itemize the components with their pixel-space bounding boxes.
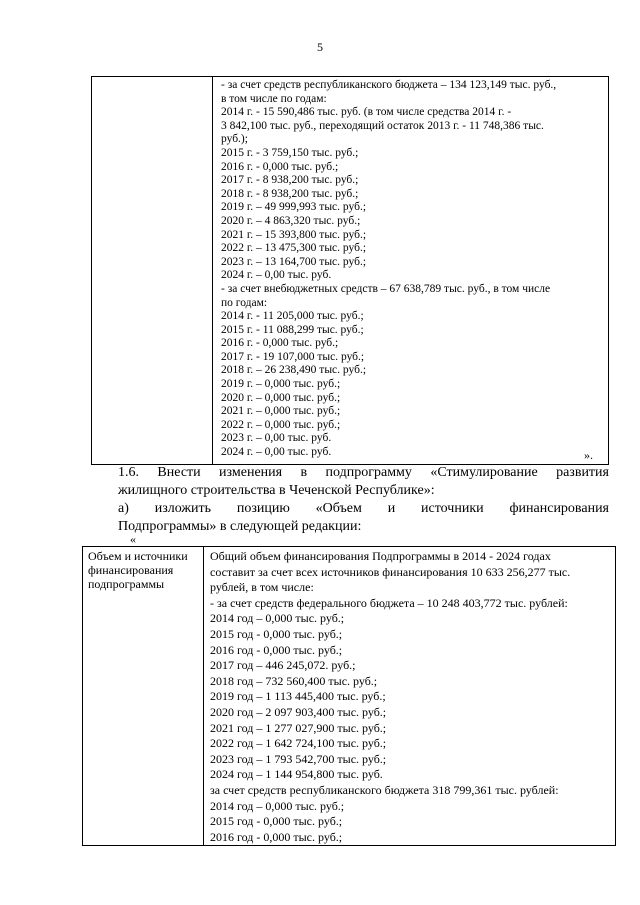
table2-line: - за счет средств федерального бюджета – 10 248 403,772 тыс. рублей:	[210, 595, 568, 610]
table2-line: 2022 год – 1 642 724,100 тыс. руб.;	[210, 736, 387, 751]
table2-line: составит за счет всех источников финансирования 10 633 256,277 тыс.	[210, 564, 571, 579]
table1-line: 3 842,100 тыс. руб., переходящий остаток 2013 г. - 11 748,386 тыс.	[221, 119, 544, 132]
table1-line: 2021 г. – 0,000 тыс. руб.;	[221, 405, 341, 418]
page-number: 5	[317, 40, 323, 54]
table2-line: 2023 год – 1 793 542,700 тыс. руб.;	[210, 751, 387, 766]
paragraph-line: жилищного строительства в Чеченской Республике»:	[118, 483, 435, 498]
table2-line: 2020 год – 2 097 903,400 тыс. руб.;	[210, 704, 387, 719]
table1-line: 2018 г. – 26 238,490 тыс. руб.;	[221, 364, 367, 377]
table1-label-cell	[92, 77, 213, 465]
table2-line: 2024 год – 1 144 954,800 тыс. руб.	[210, 767, 383, 782]
table1-line: 2023 г. – 0,00 тыс. руб.	[221, 432, 332, 445]
table1-line: 2020 г. – 0,000 тыс. руб.;	[221, 391, 341, 404]
table1-line: 2022 г. – 0,000 тыс. руб.;	[221, 418, 341, 431]
opening-quote-mark: «	[130, 532, 136, 546]
table2-line: 2016 год - 0,000 тыс. руб.;	[210, 829, 343, 844]
table2-content-cell	[204, 547, 616, 846]
table1-line: 2015 г. - 11 088,299 тыс. руб.;	[221, 323, 364, 336]
financing-table-continued	[91, 76, 609, 465]
table2-line: за счет средств республиканского бюджета 318 799,361 тыс. рублей:	[210, 782, 559, 797]
table1-line: 2024 г. – 0,00 тыс. руб.	[221, 269, 332, 282]
table1-line: 2022 г. – 13 475,300 тыс. руб.;	[221, 242, 367, 255]
table1-line: 2016 г. - 0,000 тыс. руб.;	[221, 160, 339, 173]
paragraph-line: а) изложить позицию «Объем и источники финансирования	[118, 501, 609, 516]
table2-line: 2021 год – 1 277 027,900 тыс. руб.;	[210, 720, 387, 735]
table1-line: 2020 г. – 4 863,320 тыс. руб.;	[221, 214, 361, 227]
table1-line: в том числе по годам:	[221, 92, 327, 105]
table1-line: 2019 г. – 49 999,993 тыс. руб.;	[221, 201, 367, 214]
amendment-paragraph-1-6	[91, 464, 609, 500]
table1-line: - за счет внебюджетных средств – 67 638,789 тыс. руб., в том числе	[221, 282, 551, 295]
table1-line: 2014 г. - 11 205,000 тыс. руб.;	[221, 310, 364, 323]
table2-line: 2014 год – 0,000 тыс. руб.;	[210, 798, 345, 813]
table2-line: рублей, в том числе:	[210, 580, 314, 595]
table2-line: 2014 год – 0,000 тыс. руб.;	[210, 611, 345, 626]
table1-line: 2019 г. – 0,000 тыс. руб.;	[221, 378, 341, 391]
table2-line: 2015 год - 0,000 тыс. руб.;	[210, 814, 343, 829]
table2-line: 2016 год - 0,000 тыс. руб.;	[210, 642, 343, 657]
table2-line: Общий объем финансирования Подпрограммы в 2014 - 2024 годах	[210, 549, 551, 563]
table1-line: 2016 г. - 0,000 тыс. руб.;	[221, 337, 339, 350]
table2-line: 2015 год - 0,000 тыс. руб.;	[210, 626, 343, 641]
table1-line: 2017 г. - 19 107,000 тыс. руб.;	[221, 350, 365, 363]
table2-line: 2017 год – 446 245,072. руб.;	[210, 658, 356, 673]
table1-line: - за счет средств республиканского бюджета – 134 123,149 тыс. руб.,	[221, 79, 557, 91]
paragraph-line: Подпрограммы» в следующей редакции:	[118, 519, 362, 534]
table1-line: 2018 г. - 8 938,200 тыс. руб.;	[221, 187, 359, 200]
table1-line: 2014 г. - 15 590,486 тыс. руб. (в том числе средства 2014 г. -	[221, 106, 512, 119]
table1-line: 2017 г. - 8 938,200 тыс. руб.;	[221, 174, 359, 187]
table1-line: руб.);	[221, 133, 248, 146]
table1-line: по годам:	[221, 296, 268, 309]
table1-line: 2023 г. – 13 164,700 тыс. руб.;	[221, 255, 367, 268]
table1-line: 2021 г. – 15 393,800 тыс. руб.;	[221, 228, 367, 241]
table2-label-cell: Объем и источники финансирования подпрограммы	[83, 547, 204, 846]
table1-content-cell	[213, 77, 609, 465]
table1-line: 2015 г. - 3 759,150 тыс. руб.;	[221, 146, 359, 159]
closing-quote-mark: ».	[584, 448, 593, 462]
table2-line: 2019 год – 1 113 445,400 тыс. руб.;	[210, 689, 386, 704]
paragraph-line: 1.6. Внести изменения в подпрограмму «Стимулирование развития	[118, 465, 609, 480]
subprogram-financing-table	[82, 546, 616, 846]
table2-line: 2018 год – 732 560,400 тыс. руб.;	[210, 673, 378, 688]
table1-line: 2024 г. – 0,00 тыс. руб.	[221, 446, 332, 459]
amendment-paragraph-a	[91, 500, 609, 536]
